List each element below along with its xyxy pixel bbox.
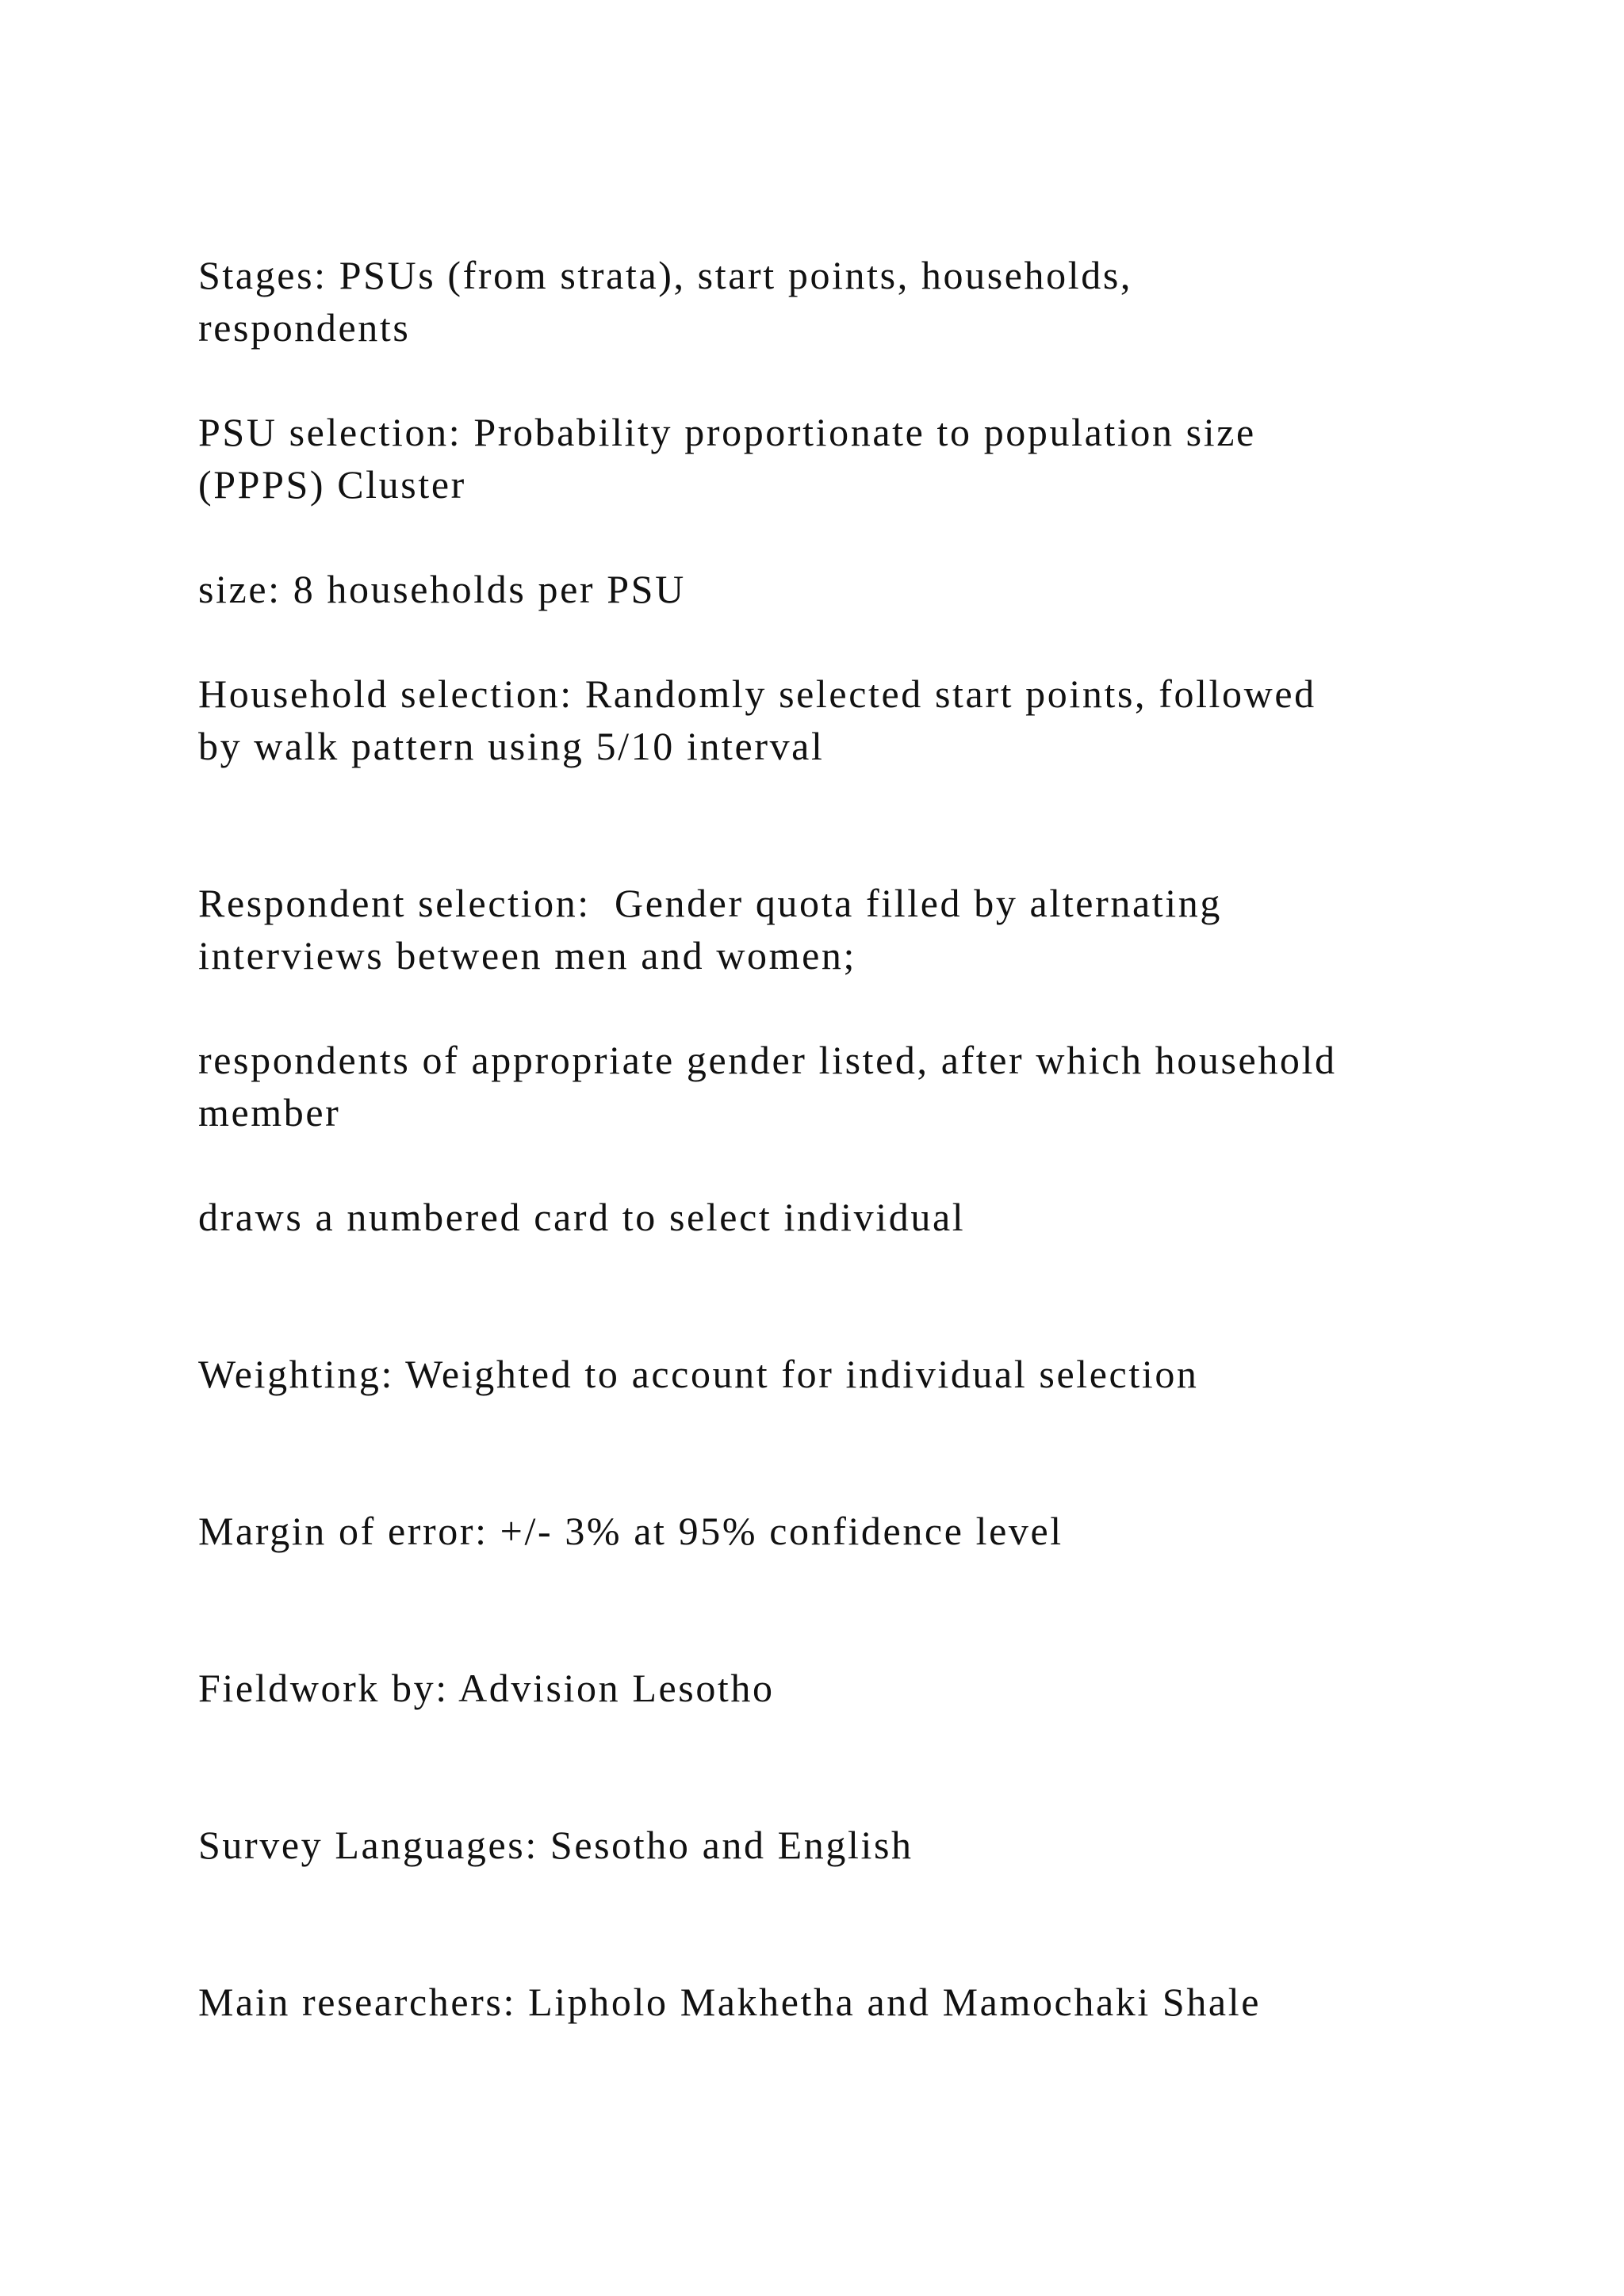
paragraph-household-selection: Household selection: Randomly selected start points, followed by walk pattern using 5/10 interval bbox=[198, 672, 1316, 768]
paragraph-margin-of-error: Margin of error: +/- 3% at 95% confidence level bbox=[198, 1509, 1063, 1553]
paragraph-fieldwork: Fieldwork by: Advision Lesotho bbox=[198, 1666, 775, 1710]
paragraph-psu-selection: PSU selection: Probability proportionate to population size (PPPS) Cluster bbox=[198, 410, 1256, 507]
paragraph-respondents-listed: respondents of appropriate gender listed, after which household member bbox=[198, 1038, 1337, 1135]
paragraph-cluster-size: size: 8 households per PSU bbox=[198, 567, 686, 611]
paragraph-stages: Stages: PSUs (from strata), start points, households, respondents bbox=[198, 253, 1133, 350]
paragraph-weighting: Weighting: Weighted to account for individual selection bbox=[198, 1352, 1199, 1396]
paragraph-respondent-selection: Respondent selection: Gender quota filled by alternating interviews between men and women; bbox=[198, 881, 1222, 978]
paragraph-survey-languages: Survey Languages: Sesotho and English bbox=[198, 1823, 914, 1867]
paragraph-main-researchers: Main researchers: Lipholo Makhetha and Mamochaki Shale bbox=[198, 1980, 1262, 2024]
paragraph-numbered-card: draws a numbered card to select individual bbox=[198, 1195, 966, 1239]
